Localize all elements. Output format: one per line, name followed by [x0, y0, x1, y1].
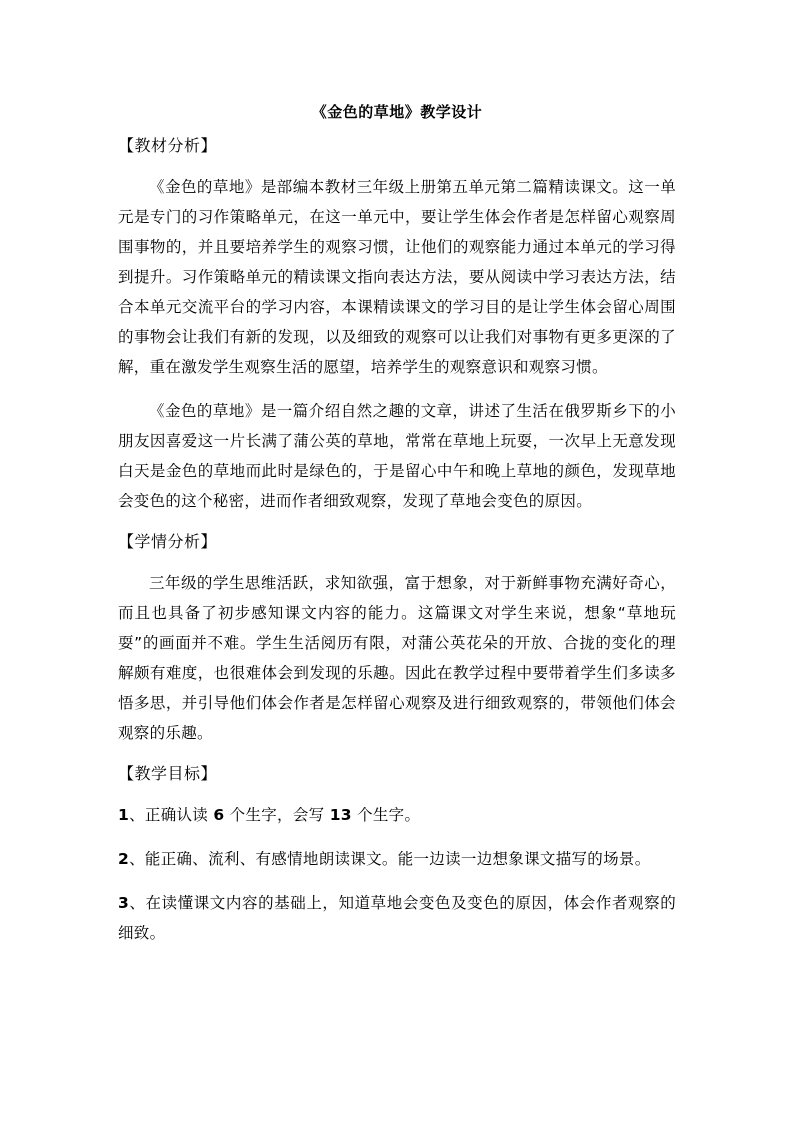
goal-text: 、能正确、流利、有感情地朗读课文。能一边读一边想象课文描写的场景。	[129, 850, 651, 868]
goal-number: 2	[118, 850, 130, 868]
goal-item	[118, 844, 676, 874]
body-paragraph: 《金色的草地》是一篇介绍自然之趣的文章，讲述了生活在俄罗斯乡下的小朋友因喜爱这一片长满了蒲公英的草地，常常在草地上玩耍，一次早上无意发现白天是金色的草地而此时是绿色的，于是留心中午和晚上草地的颜色，发现草地会变色的这个秘密，进而作者细致观察，发现了草地会变色的原因。	[118, 402, 676, 510]
goal-count: 13	[329, 806, 352, 824]
body-paragraph: 三年级的学生思维活跃，求知欲强，富于想象，对于新鲜事物充满好奇心，而且也具备了初步感知课文内容的能力。这篇课文对学生来说，想象“草地玩耍”的画面并不难。学生生活阅历有限，对蒲公英花朵的开放、合拢的变化的理解颇有难度，也很难体会到发现的乐趣。因此在教学过程中要带着学生们多读多悟多思，并引导他们体会作者是怎样留心观察及进行细致观察的，带领他们体会观察的乐趣。	[118, 574, 676, 742]
goal-text: 、在读懂课文内容的基础上，知道草地会变色及变色的原因，体会作者观察的细致。	[118, 894, 676, 942]
goal-text: 、正确认读	[129, 806, 214, 824]
goal-number: 3	[118, 894, 130, 912]
goal-count: 6	[213, 806, 225, 824]
section-heading-student-analysis: 【学情分析】	[118, 532, 218, 551]
document-page	[118, 100, 676, 962]
goal-item	[118, 800, 676, 830]
section-heading-teaching-goals: 【教学目标】	[118, 764, 218, 783]
goal-number: 1	[118, 806, 130, 824]
document-title: 《金色的草地》教学设计	[311, 103, 483, 121]
goal-item	[118, 888, 676, 948]
body-paragraph: 《金色的草地》是部编本教材三年级上册第五单元第二篇精读课文。这一单元是专门的习作策略单元，在这一单元中，要让学生体会作者是怎样留心观察周围事物的，并且要培养学生的观察习惯，让他们的观察能力通过本单元的学习得到提升。习作策略单元的精读课文指向表达方法，要从阅读中学习表达方法，结合本单元交流平台的学习内容，本课精读课文的学习目的是让学生体会留心周围的事物会让我们有新的发现，以及细致的观察可以让我们对事物有更多更深的了解，重在激发学生观察生活的愿望，培养学生的观察意识和观察习惯。	[118, 178, 676, 376]
section-heading-textbook-analysis: 【教材分析】	[118, 136, 218, 155]
goal-text: 个生字。	[351, 806, 421, 824]
goal-text: 个生字，会写	[224, 806, 330, 824]
